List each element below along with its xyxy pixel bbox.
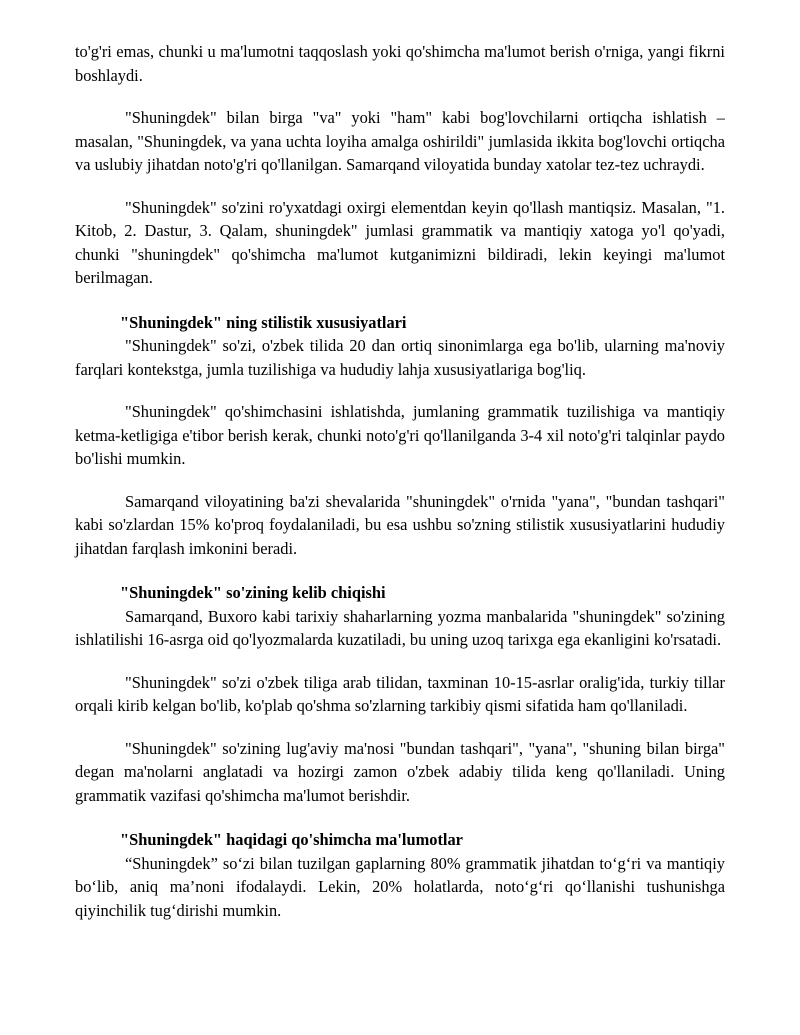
paragraph-dialects: Samarqand viloyatining ba'zi shevalarida "shuningdek" o'rnida "yana", "bundan tashqari" kabi so'zlardan 15% ko'proq foydalaniladi, bu esa ushbu so'zning stilistik xususiyatlarini hududiy jihatdan farqlash imkonini beradi. [75, 491, 725, 558]
document-page [75, 40, 725, 922]
section-heading-stylistic: "Shuningdek" ning stilistik xususiyatlari [120, 312, 407, 332]
paragraph-conjunction-misuse: "Shuningdek" bilan birga "va" yoki "ham" kabi bog'lovchilarni ortiqcha ishlatish – masalan, "Shuningdek, va yana uchta loyiha amalga oshirildi" jumlasida ikkita bog'lovchi ortiqcha va uslubiy jihatdan noto'g'ri qo'llanilgan. Samarqand viloyatida bunday xatolar tez-tez uchraydi. [75, 108, 725, 174]
paragraph-manuscripts: Samarqand, Buxoro kabi tarixiy shaharlarning yozma manbalarida "shuningdek" so'zining ishlatilishi 16-asrga oid qo'lyozmalarda kuzatiladi, bu uning uzoq tarixga ega ekanligini ko'rsatadi. [75, 606, 725, 649]
paragraph-list-misuse: "Shuningdek" so'zini ro'yxatdagi oxirgi elementdan keyin qo'llash mantiqsiz. Masalan, "1. Kitob, 2. Dastur, 3. Qalam, shuningdek" jumlasi grammatik va mantiqiy xatoga yo'l qo'yadi, chunki "shuningdek" qo'shimcha ma'lumot kutganimizni bildiradi, lekin keyingi ma'lumot berilmagan. [75, 197, 725, 287]
paragraph-continuation: to'g'ri emas, chunki u ma'lumotni taqqoslash yoki qo'shimcha ma'lumot berish o'rniga, yangi fikrni boshlaydi. [75, 42, 725, 85]
section-heading-additional: "Shuningdek" haqidagi qo'shimcha ma'lumotlar [120, 830, 463, 849]
paragraph-statistics: “Shuningdek” so‘zi bilan tuzilgan gaplarning 80% grammatik jihatdan to‘g‘ri va mantiqiy bo‘lib, aniq ma’noni ifodalaydi. Lekin, 20% holatlarda, noto‘g‘ri qo‘llanishi tushunishga qiyinchilik tug‘dirishi mumkin. [75, 853, 725, 920]
paragraph-grammar-attention: "Shuningdek" qo'shimchasini ishlatishda, jumlaning grammatik tuzilishiga va mantiqiy ketma-ketligiga e'tibor berish kerak, chunki noto'g'ri qo'llanilganda 3-4 xil noto'g'ri talqinlar paydo bo'lishi mumkin. [75, 402, 725, 468]
paragraph-synonyms: "Shuningdek" so'zi, o'zbek tilida 20 dan ortiq sinonimlarga ega bo'lib, ularning ma'noviy farqlari kontekstga, jumla tuzilishiga va hududiy lahja xususiyatlariga bog'liq. [75, 336, 725, 379]
paragraph-etymology: "Shuningdek" so'zi o'zbek tiliga arab tilidan, taxminan 10-15-asrlar oralig'ida, turkiy tillar orqali kirib kelgan bo'lib, ko'plab qo'shma so'zlarning tarkibiy qismi sifatida ham qo'llaniladi. [75, 672, 725, 715]
paragraph-lexical-meaning: "Shuningdek" so'zining lug'aviy ma'nosi "bundan tashqari", "yana", "shuning bilan birga" degan ma'nolarni anglatadi va hozirgi zamon o'zbek adabiy tilida keng qo'llaniladi. Uning grammatik vazifasi qo'shimcha ma'lumot berishdir. [75, 738, 725, 805]
section-heading-origin: "Shuningdek" so'zining kelib chiqishi [120, 583, 386, 602]
